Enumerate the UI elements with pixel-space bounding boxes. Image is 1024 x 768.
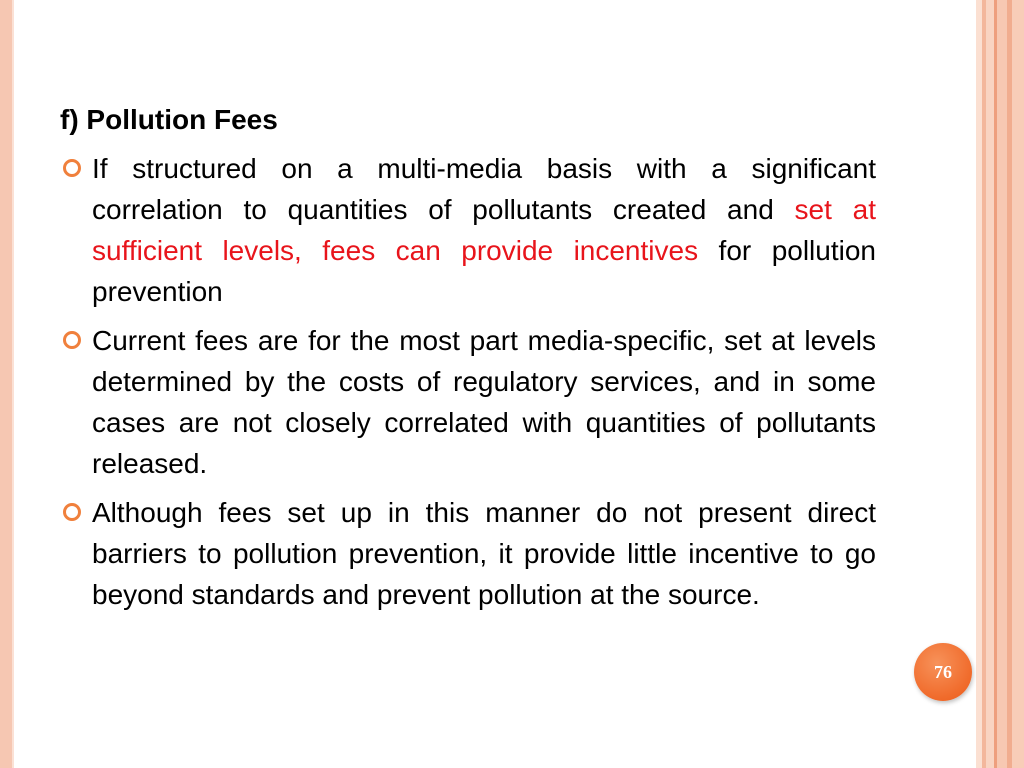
bullet-text [92, 320, 876, 484]
page-number-badge [914, 643, 972, 701]
bullet-text [92, 492, 876, 615]
page-number: 76 [934, 661, 952, 682]
text-segment: for pollution prevention [92, 235, 876, 307]
slide-content [60, 100, 876, 623]
right-decorative-stripes [976, 0, 1024, 768]
bullet-item [60, 320, 876, 484]
text-segment: Current fees are for the most part media-specific, set at levels determined by the costs of regulatory services, and in some cases are not closely correlated with quantities of pollutants released. [92, 325, 876, 479]
bullet-text [92, 148, 876, 312]
bullet-list [60, 148, 876, 615]
ring-bullet-icon [63, 331, 81, 349]
ring-bullet-icon [63, 159, 81, 177]
highlighted-text: set at sufficient levels, fees can provide incentives [92, 194, 876, 266]
text-segment: Although fees set up in this manner do not present direct barriers to pollution prevention, it provide little incentive to go beyond standards and prevent pollution at the source. [92, 497, 876, 610]
slide-heading: f) Pollution Fees [60, 104, 278, 135]
ring-bullet-icon [63, 503, 81, 521]
text-segment: If structured on a multi-media basis with a significant correlation to quantities of pollutants created and [92, 153, 876, 225]
bullet-item [60, 492, 876, 615]
left-border-strip [0, 0, 12, 768]
bullet-item [60, 148, 876, 312]
